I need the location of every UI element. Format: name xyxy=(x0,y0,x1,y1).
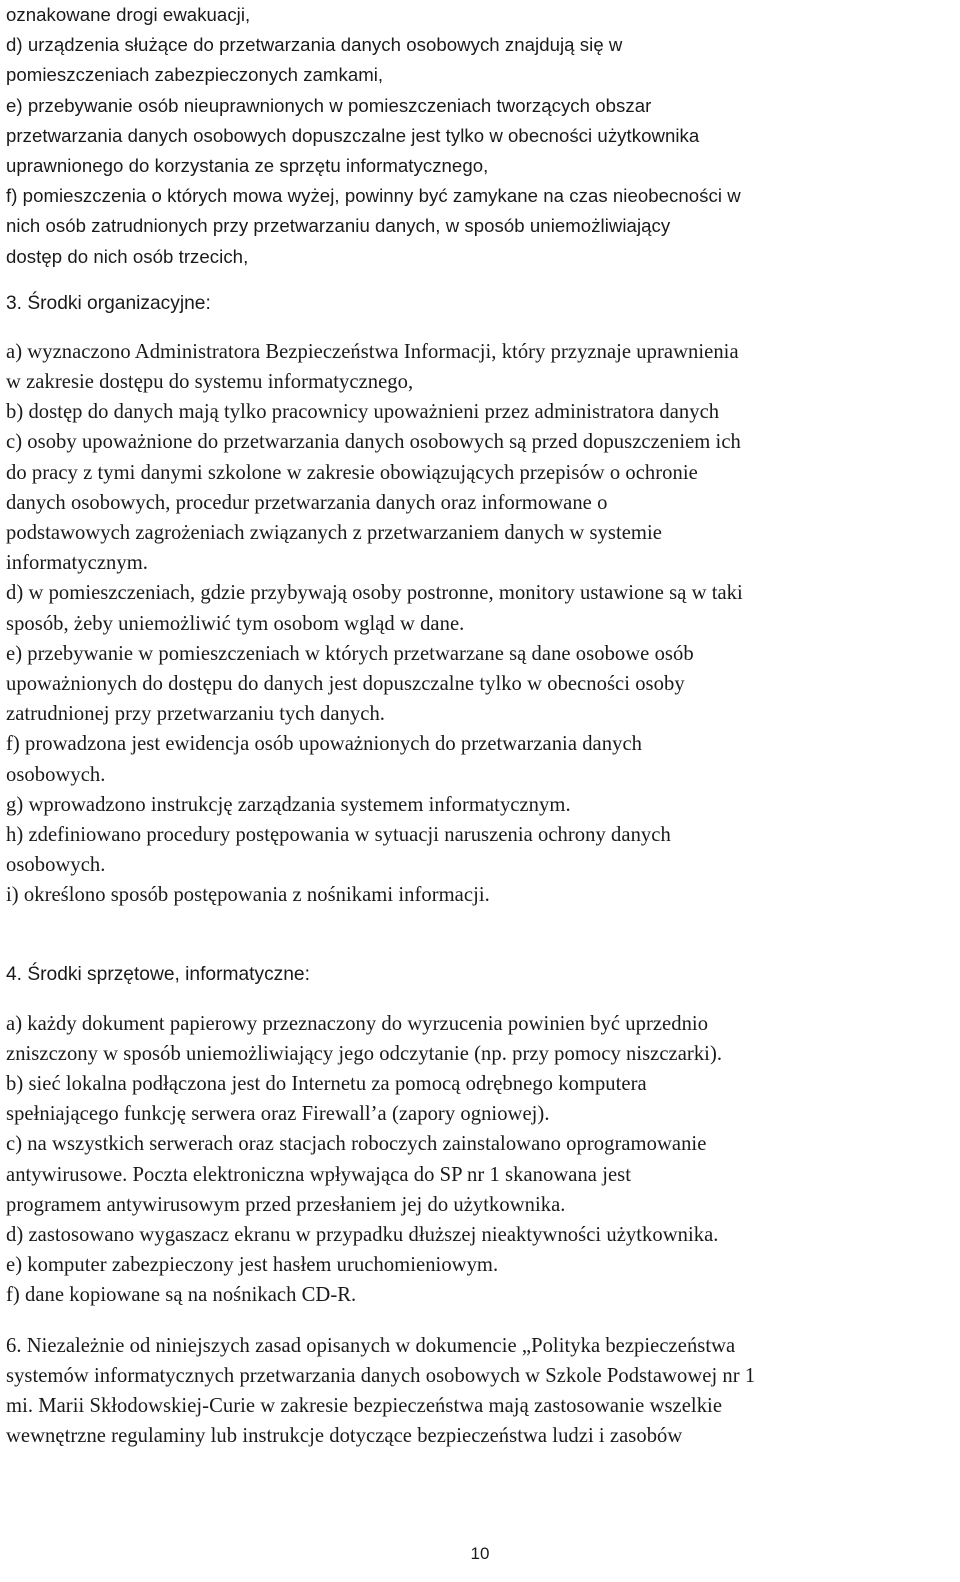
paragraph-line: e) komputer zabezpieczony jest hasłem uruchomieniowym. xyxy=(6,1254,499,1277)
section-3 xyxy=(6,289,956,911)
paragraph-line: danych osobowych, procedur przetwarzania danych oraz informowane o xyxy=(6,491,608,514)
paragraph-line: oznakowane drogi ewakuacji, xyxy=(6,4,251,25)
paragraph-line: przetwarzania danych osobowych dopuszczalne jest tylko w obecności użytkownika xyxy=(6,124,700,146)
paragraph-line: spełniającego funkcję serwera oraz Firewall’a (zapory ogniowej). xyxy=(6,1103,550,1126)
paragraph-line: a) wyznaczono Administratora Bezpieczeństwa Informacji, który przyznaje uprawnienia xyxy=(6,340,739,363)
paragraph-line: wewnętrzne regulaminy lub instrukcje dotyczące bezpieczeństwa ludzi i zasobów xyxy=(6,1425,683,1448)
paragraph-line: programem antywirusowym przed przesłaniem jej do użytkownika. xyxy=(6,1193,566,1216)
paragraph-line: f) pomieszczenia o których mowa wyżej, powinny być zamykane na czas nieobecności w xyxy=(6,185,741,207)
paragraph-line: uprawnionego do korzystania ze sprzętu informatycznego, xyxy=(6,154,489,176)
paragraph-line: h) zdefiniowano procedury postępowania w sytuacji naruszenia ochrony danych xyxy=(6,823,671,846)
paragraph-line: dostęp do nich osób trzecich, xyxy=(6,245,249,267)
paragraph-line: 6. Niezależnie od niniejszych zasad opisanych w dokumencie „Polityka bezpieczeństwa xyxy=(6,1334,736,1357)
paragraph-line: nich osób zatrudnionych przy przetwarzaniu danych, w sposób uniemożliwiający xyxy=(6,215,671,237)
paragraph-line: sposób, żeby uniemożliwić tym osobom wgląd w dane. xyxy=(6,612,465,635)
paragraph-line: antywirusowe. Poczta elektroniczna wpływająca do SP nr 1 skanowana jest xyxy=(6,1163,631,1186)
paragraph-line: zniszczony w sposób uniemożliwiający jego odczytanie (np. przy pomocy niszczarki). xyxy=(6,1042,723,1065)
document-page xyxy=(6,0,956,1451)
section-heading: 3. Środki organizacyjne: xyxy=(6,292,211,314)
paragraph-line: pomieszczeniach zabezpieczonych zamkami, xyxy=(6,64,384,86)
section-4 xyxy=(6,960,956,1310)
section-heading: 4. Środki sprzętowe, informatyczne: xyxy=(6,964,310,986)
paragraph-line: upoważnionych do dostępu do danych jest dopuszczalne tylko w obecności osoby xyxy=(6,672,685,695)
paragraph-line: podstawowych zagrożeniach związanych z przetwarzaniem danych w systemie xyxy=(6,522,662,544)
section-top-text xyxy=(6,0,956,272)
paragraph-line: a) każdy dokument papierowy przeznaczony do wyrzucenia powinien być uprzednio xyxy=(6,1012,709,1035)
paragraph-line: d) w pomieszczeniach, gdzie przybywają osoby postronne, monitory ustawione są w taki xyxy=(6,582,743,605)
paragraph-line: f) prowadzona jest ewidencja osób upoważnionych do przetwarzania danych xyxy=(6,733,642,756)
paragraph-line: f) dane kopiowane są na nośnikach CD-R. xyxy=(6,1284,357,1307)
paragraph-line: zatrudnionej przy przetwarzaniu tych danych. xyxy=(6,703,386,726)
paragraph-line: osobowych. xyxy=(6,854,106,877)
paragraph-line: b) dostęp do danych mają tylko pracownicy upoważnieni przez administratora danych xyxy=(6,401,720,424)
page-number: 10 xyxy=(470,1544,490,1563)
paragraph-line: b) sieć lokalna podłączona jest do Internetu za pomocą odrębnego komputera xyxy=(6,1073,647,1095)
paragraph-line: w zakresie dostępu do systemu informatycznego, xyxy=(6,371,414,394)
paragraph-line: osobowych. xyxy=(6,763,106,786)
paragraph-line: d) urządzenia służące do przetwarzania danych osobowych znajdują się w xyxy=(6,34,623,56)
paragraph-line: c) na wszystkich serwerach oraz stacjach roboczych zainstalowano oprogramowanie xyxy=(6,1133,707,1156)
section-6 xyxy=(6,1331,956,1452)
paragraph-line: c) osoby upoważnione do przetwarzania danych osobowych są przed dopuszczeniem ich xyxy=(6,431,741,454)
paragraph-line: i) określono sposób postępowania z nośnikami informacji. xyxy=(6,884,490,907)
paragraph-line: e) przebywanie w pomieszczeniach w których przetwarzane są dane osobowe osób xyxy=(6,642,694,665)
paragraph-line: informatycznym. xyxy=(6,552,149,575)
paragraph-line: e) przebywanie osób nieuprawnionych w pomieszczeniach tworzących obszar xyxy=(6,94,652,116)
paragraph-line: do pracy z tymi danymi szkolone w zakresie obowiązujących przepisów o ochronie xyxy=(6,461,698,484)
paragraph-line: systemów informatycznych przetwarzania danych osobowych w Szkole Podstawowej nr 1 xyxy=(6,1364,756,1387)
paragraph-line: d) zastosowano wygaszacz ekranu w przypadku dłuższej nieaktywności użytkownika. xyxy=(6,1223,719,1246)
paragraph-line: g) wprowadzono instrukcję zarządzania systemem informatycznym. xyxy=(6,793,571,816)
paragraph-line: mi. Marii Skłodowskiej-Curie w zakresie bezpieczeństwa mają zastosowanie wszelkie xyxy=(6,1394,723,1417)
